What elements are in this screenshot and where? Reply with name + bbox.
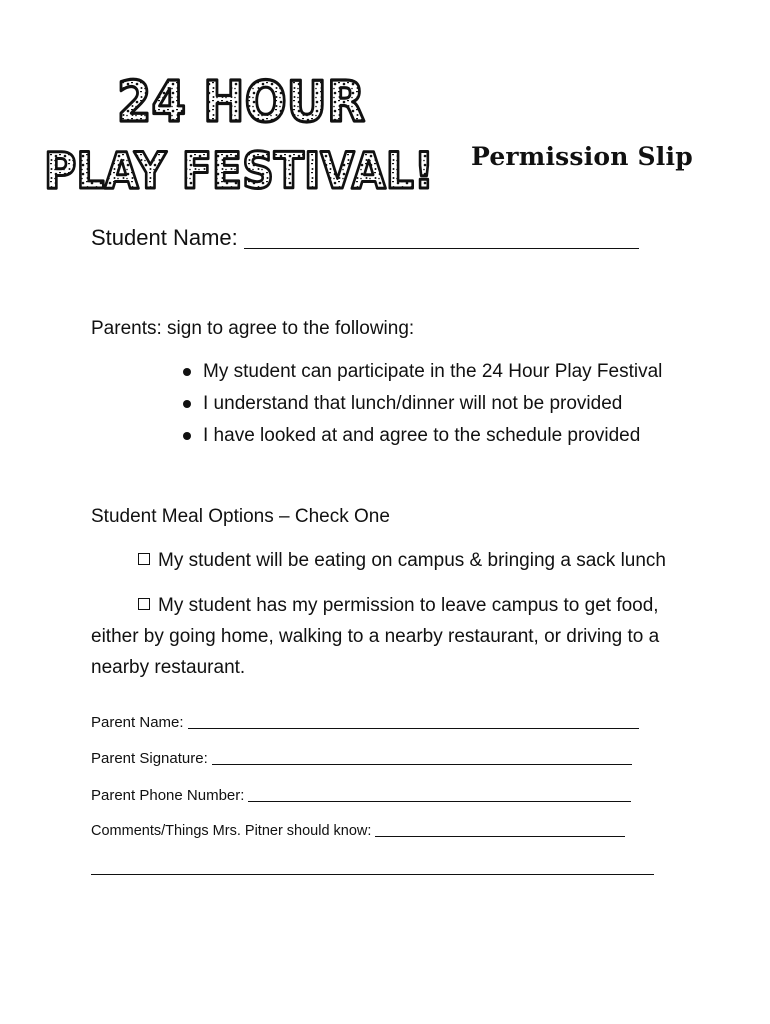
meal-options-heading: Student Meal Options – Check One [91, 506, 390, 527]
comments-field[interactable] [91, 822, 625, 839]
student-name-blank[interactable] [244, 228, 639, 249]
comments-extra-line[interactable] [91, 874, 654, 875]
meal-option-campus[interactable] [138, 545, 666, 576]
parent-name-field[interactable] [91, 714, 639, 731]
meal-option-leave-line-2: either by going home, walking to a nearby restaurant, or driving to a [91, 626, 660, 647]
page-title: Permission Slip [471, 142, 693, 171]
comments-label: Comments/Things Mrs. Pitner should know: [91, 823, 372, 839]
parent-signature-blank[interactable] [212, 750, 632, 765]
agreement-text: I understand that lunch/dinner will not be provided [203, 393, 623, 414]
parent-signature-label: Parent Signature: [91, 750, 208, 767]
meal-option-leave-line-1: My student has my permission to leave campus to get food, [158, 595, 659, 616]
list-item [181, 358, 662, 390]
logo-line-1: 24 HOUR [117, 70, 365, 135]
bullet-icon [183, 432, 191, 440]
bullet-icon [183, 400, 191, 408]
parent-name-blank[interactable] [188, 714, 639, 729]
parent-signature-field[interactable] [91, 750, 632, 767]
meal-option-leave-campus[interactable] [91, 590, 731, 683]
checkbox-icon[interactable] [138, 598, 150, 610]
list-item [181, 390, 662, 422]
agreement-text: My student can participate in the 24 Hour Play Festival [203, 361, 663, 382]
checkbox-icon[interactable] [138, 553, 150, 565]
list-item [181, 422, 662, 454]
parent-phone-blank[interactable] [248, 787, 631, 802]
agreement-text: I have looked at and agree to the schedule provided [203, 425, 641, 446]
parent-phone-label: Parent Phone Number: [91, 787, 245, 804]
parent-name-label: Parent Name: [91, 714, 184, 731]
festival-logo [0, 0, 460, 205]
meal-option-leave-line-3: nearby restaurant. [91, 657, 246, 678]
parents-intro: Parents: sign to agree to the following: [91, 318, 415, 339]
student-name-label: Student Name: [91, 225, 244, 250]
meal-option-campus-label: My student will be eating on campus & bringing a sack lunch [158, 550, 666, 571]
logo-line-2: PLAY FESTIVAL! [44, 142, 434, 200]
parent-phone-field[interactable] [91, 787, 631, 804]
bullet-icon [183, 368, 191, 376]
comments-blank[interactable] [375, 822, 625, 837]
student-name-field[interactable] [91, 225, 639, 251]
agreement-list [181, 358, 662, 454]
